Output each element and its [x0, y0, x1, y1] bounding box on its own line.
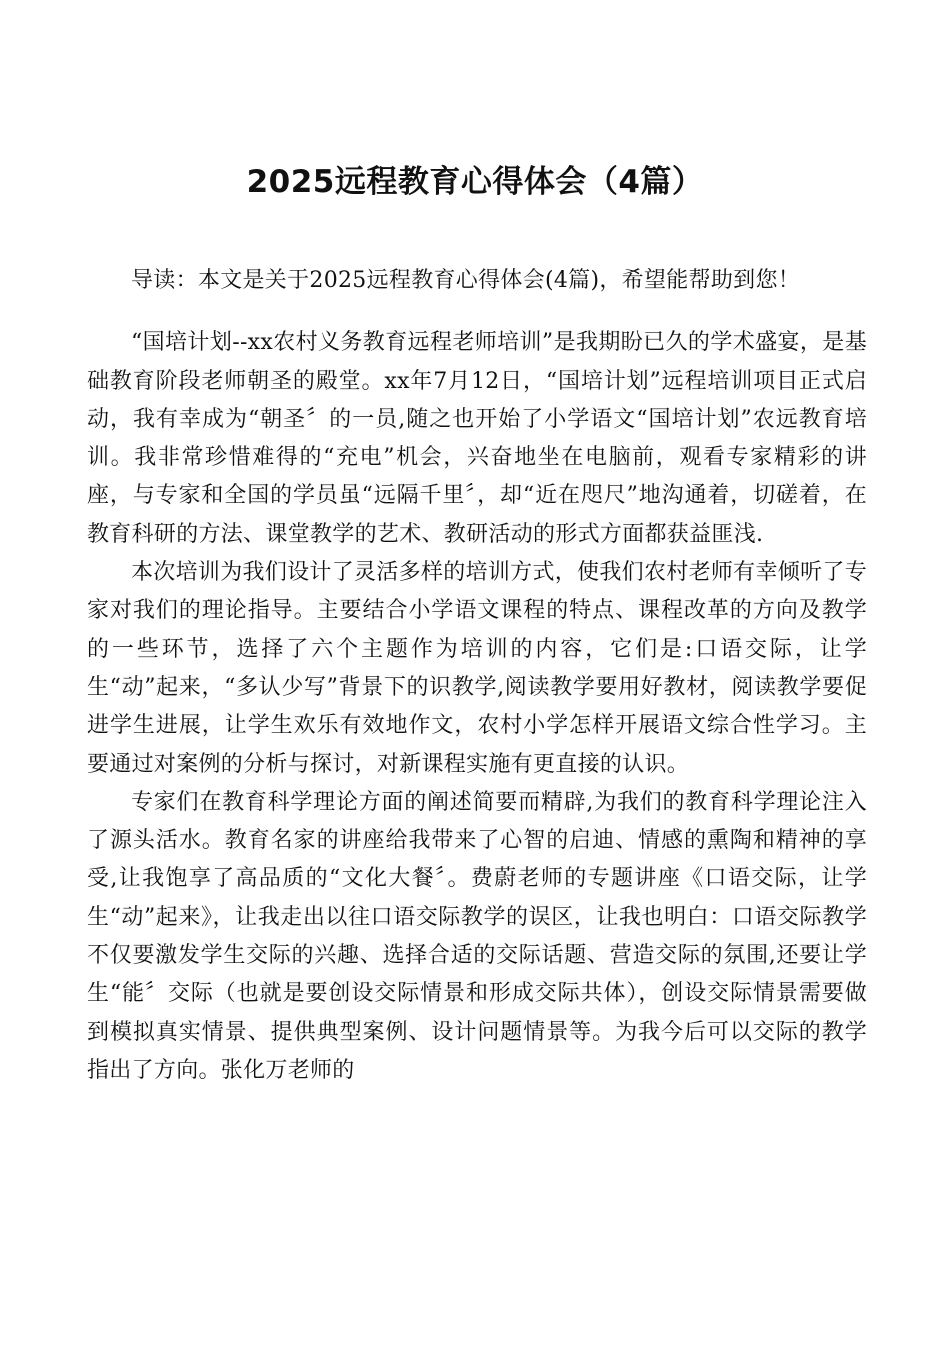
document-title: 2025远程教育心得体会（4篇）	[246, 164, 704, 200]
body-paragraph-2: 本次培训为我们设计了灵活多样的培训方式，使我们农村老师有幸倾听了专家对我们的理论指导。主要结合小学语文课程的特点、课程改革的方向及教学的一些环节，选择了六个主题作为培训的内容，它们是:口语交际，让学生“动”起来，“多认少写”背景下的识教学,阅读教学要用好教材，阅读教学要促进学生进展，让学生欢乐有效地作文，农村小学怎样开展语文综合性学习。主要通过对案例的分析与探讨，对新课程实施有更直接的认识。	[87, 560, 867, 777]
document-body	[87, 262, 867, 1090]
lead-paragraph: 导读：本文是关于2025远程教育心得体会(4篇)，希望能帮助到您！	[131, 268, 801, 293]
body-paragraph-3: 专家们在教育科学理论方面的阐述简要而精辟,为我们的教育科学理论注入了源头活水。教育名家的讲座给我带来了心智的启迪、情感的熏陶和精神的享受,让我饱享了高品质的“文化大餐〞。费蔚老师的专题讲座《口语交际，让学生“动”起来》，让我走出以往口语交际教学的误区，让我也明白：口语交际教学不仅要激发学生交际的兴趣、选择合适的交际话题、营造交际的氛围,还要让学生“能〞交际（也就是要创设交际情景和形成交际共体），创设交际情景需要做到模拟真实情景、提供典型案例、设计问题情景等。为我今后可以交际的教学指出了方向。张化万老师的	[87, 789, 867, 1083]
body-paragraph-1: “国培计划--xx农村义务教育远程老师培训”是我期盼已久的学术盛宴，是基础教育阶段老师朝圣的殿堂。xx年7月12日，“国培计划”远程培训项目正式启动，我有幸成为“朝圣〞的一员,随之也开始了小学语文“国培计划”农远教育培训。我非常珍惜难得的“充电”机会，兴奋地坐在电脑前，观看专家精彩的讲座，与专家和全国的学员虽“远隔千里〞，却“近在咫尺”地沟通着，切磋着，在教育科研的方法、课堂教学的艺术、教研活动的形式方面都获益匪浅.	[87, 330, 867, 547]
